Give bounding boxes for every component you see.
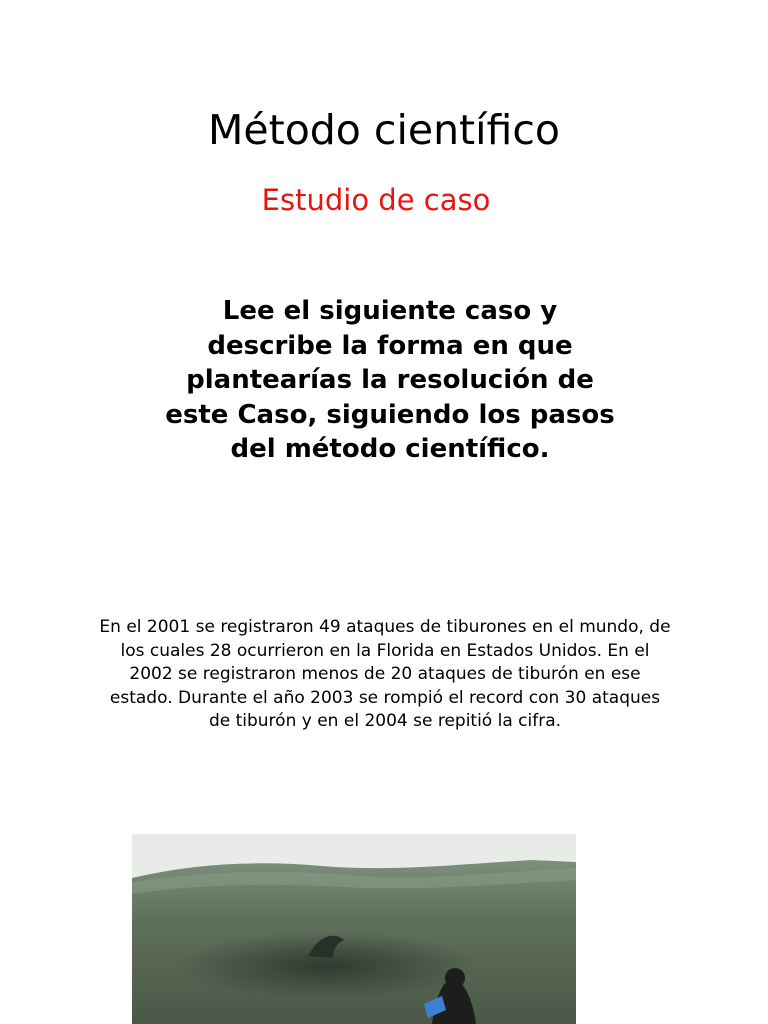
instructions-line: describe la forma en que [207, 330, 573, 361]
instructions-line: plantearías la resolución de [186, 365, 594, 395]
slide-subtitle: Estudio de caso [261, 183, 491, 217]
instructions-line: Lee el siguiente caso y [222, 296, 558, 326]
case-line: de tiburón y en el 2004 se repitió la cifra. [208, 711, 562, 731]
instructions-line: este Caso, siguiendo los pasos [165, 399, 615, 430]
case-line: los cuales 28 ocurrieron en la Florida en Estados Unidos. En el [120, 640, 650, 661]
shark-wave-photo [132, 834, 576, 1024]
instructions-text [110, 294, 670, 467]
surfer-head [445, 968, 465, 988]
case-line: 2002 se registraron menos de 20 ataques de tiburón en ese [129, 664, 641, 684]
slide-title: Método científico [208, 106, 560, 154]
shark-wave-illustration [132, 834, 576, 1024]
case-paragraph [30, 616, 740, 734]
case-line: estado. Durante el año 2003 se rompió el record con 30 ataques [109, 687, 661, 708]
instructions-line: del método científico. [230, 434, 550, 464]
case-line: En el 2001 se registraron 49 ataques de tiburones en el mundo, de [99, 617, 671, 637]
